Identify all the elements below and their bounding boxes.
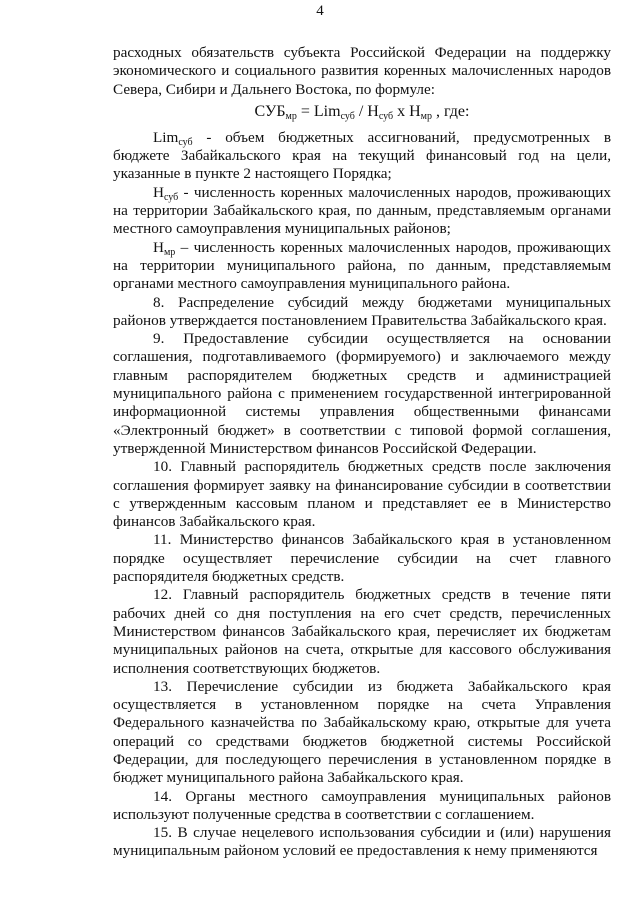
formula: [113, 101, 611, 123]
formula-n-index: суб: [378, 110, 394, 122]
definition-text: - объем бюджетных ассигнований, предусмотренных в бюджете Забайкальского края на текущий финансовый год на цели, указанные в пункте 2 настоящего Порядка;: [113, 128, 611, 183]
paragraph-9: 9. Предоставление субсидии осуществляется на основании соглашения, подготавливаемого (формируемого) и заключаемого между главным распорядителем бюджетных средств и администрацией муниципального района с применением государственной интегрированной информационной системы управления общественными финансами «Электронный бюджет» в соответствии с типовой формой соглашения, утвержденной Министерством финансов Российской Федерации.: [113, 330, 611, 457]
paragraph-15: 15. В случае нецелевого использования субсидии и (или) нарушения муниципальным районом условий ее предоставления к нему применяются: [113, 824, 611, 860]
definition-lim: [113, 129, 611, 184]
formula-tail: , где:: [432, 102, 470, 120]
paragraph-13: 13. Перечисление субсидии из бюджета Забайкальского края осуществляется в установленном порядке на счета Управления Федерального казначейства по Забайкальскому краю, открытые для учета операций со средствами бюджетов бюджетной системы Российской Федерации, для последующего перечисления в установленном порядке в бюджет муниципального района Забайкальского края.: [113, 677, 611, 787]
paragraph-11: 11. Министерство финансов Забайкальского края в установленном порядке осуществляет перечисление субсидии на счет главного распорядителя бюджетных средств.: [113, 531, 611, 586]
intro-paragraph: расходных обязательств субъекта Российской Федерации на поддержку экономического и социального развития коренных малочисленных народов Севера, Сибири и Дальнего Востока, по формуле:: [113, 44, 611, 98]
formula-sub-index: мр: [285, 110, 297, 122]
formula-lim-index: суб: [340, 110, 355, 122]
formula-times: х: [393, 102, 410, 120]
formula-divide: /: [354, 102, 368, 120]
formula-nmr-symbol: Н: [409, 102, 421, 120]
paragraph-8: 8. Распределение субсидий между бюджетами муниципальных районов утверждается постановлением Правительства Забайкальского края.: [113, 293, 611, 329]
definition-text: - численность коренных малочисленных народов, проживающих на территории Забайкальского края, по данным, представляемым органами местного самоуправления муниципальных районов;: [113, 183, 611, 238]
definition-index: мр: [163, 246, 176, 258]
formula-sub-symbol: СУБ: [254, 102, 286, 120]
page-number: 4: [316, 3, 324, 19]
paragraph-12: 12. Главный распорядитель бюджетных средств в течение пяти рабочих дней со дня поступления на его счет средств, перечисленных Министерством финансов Забайкальского края, перечисляет их бюджетам муниципальных районов на счета, открытые для кассового обслуживания исполнения соответствующих бюджетов.: [113, 586, 611, 677]
definition-symbol: Н: [153, 183, 164, 201]
formula-lim-symbol: Lim: [313, 102, 341, 120]
definition-nsub: [113, 184, 611, 239]
document-body: [113, 44, 611, 861]
paragraph-14: 14. Органы местного самоуправления муниципальных районов используют полученные средства в соответствии с соглашением.: [113, 787, 611, 823]
definition-index: суб: [178, 136, 193, 148]
paragraph-10: 10. Главный распорядитель бюджетных средств после заключения соглашения формирует заявку на финансирование субсидии в соответствии с утвержденным кассовым планом и представляет ее в Министерство финансов Забайкальского края.: [113, 458, 611, 531]
definition-nmr: [113, 239, 611, 294]
definition-text: – численность коренных малочисленных народов, проживающих на территории муниципального района, по данным, представляемым органами местного самоуправления муниципального района.: [113, 238, 611, 293]
formula-n-symbol: Н: [367, 102, 379, 120]
definition-index: суб: [163, 191, 179, 203]
definition-symbol: Lim: [153, 128, 179, 146]
formula-equals: =: [296, 102, 314, 120]
formula-nmr-index: мр: [420, 110, 432, 122]
definition-symbol: Н: [153, 238, 164, 256]
